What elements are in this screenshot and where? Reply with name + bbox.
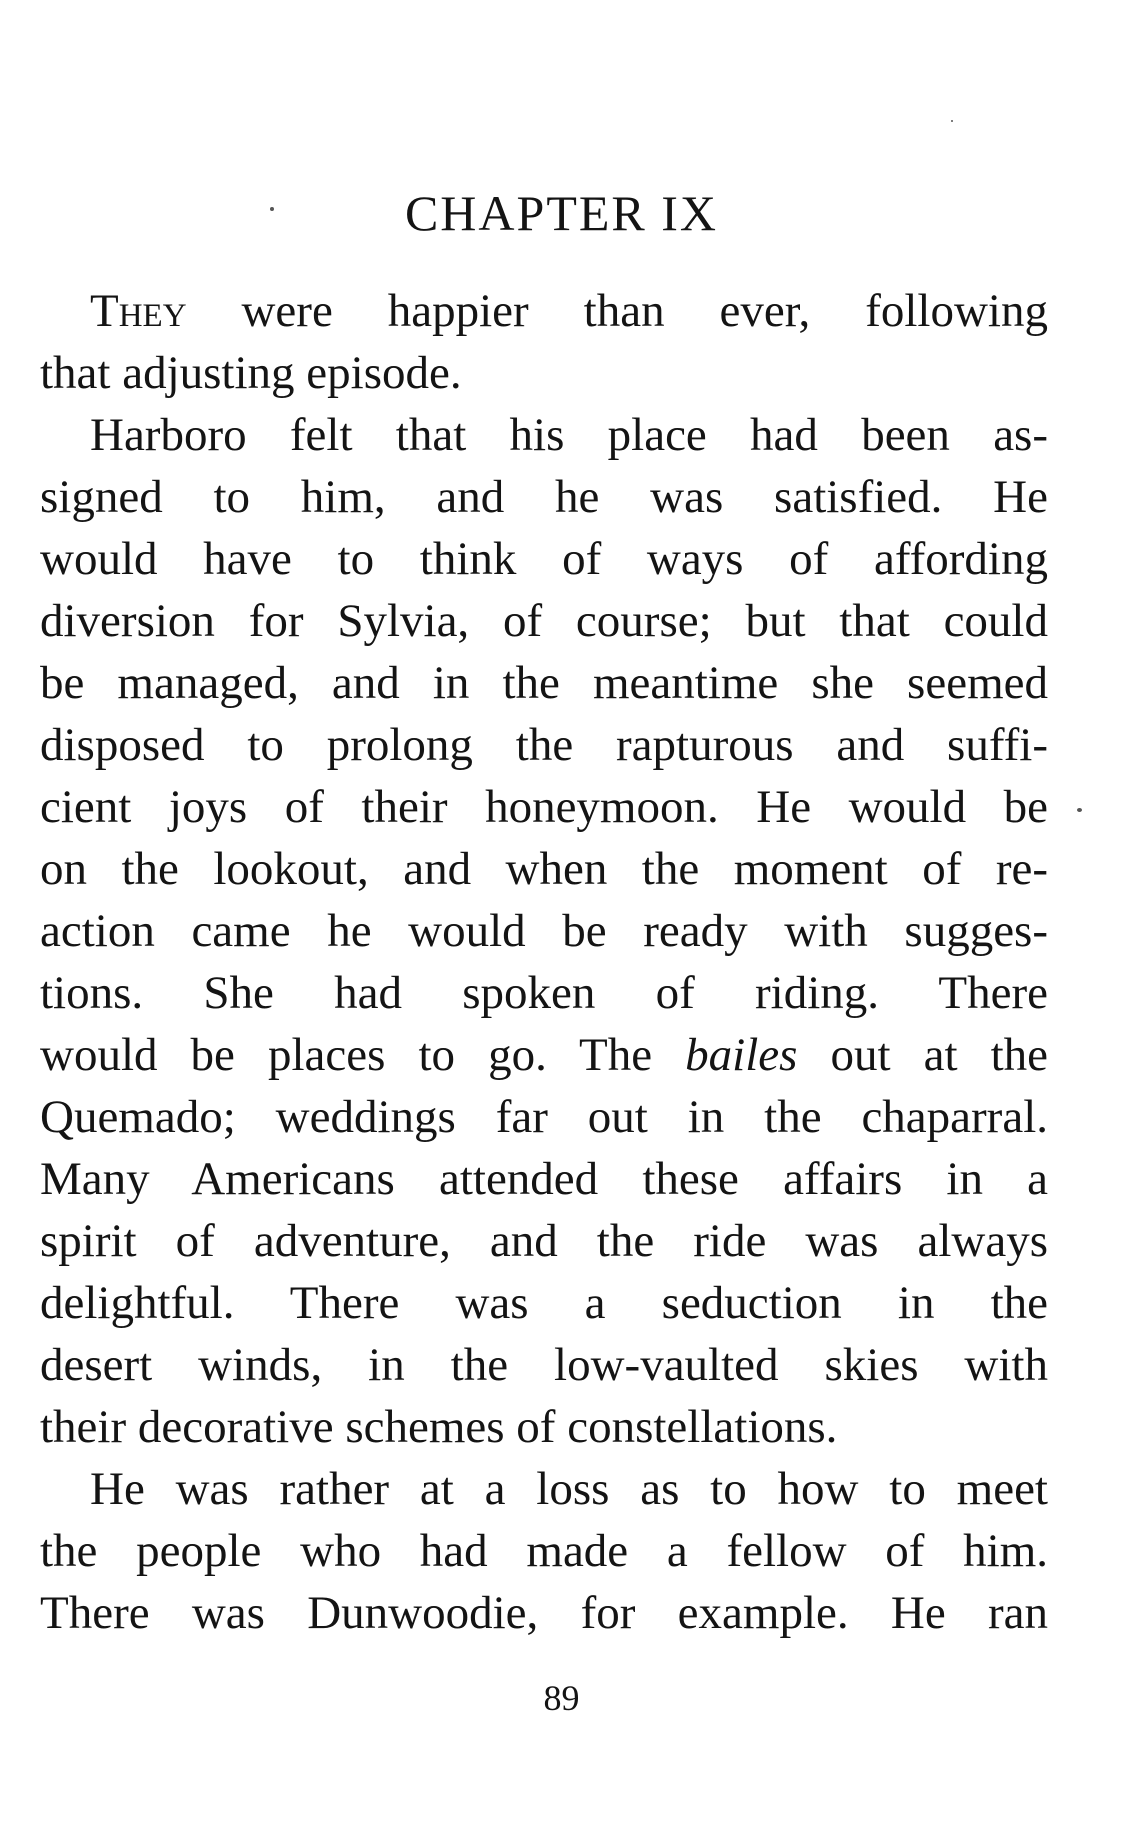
- text-line: that adjusting episode.: [40, 347, 462, 399]
- text-line: [40, 280, 1048, 342]
- text-line: signed to him, and he was satisfied. He: [40, 471, 1048, 523]
- text-line: diversion for Sylvia, of course; but that could: [40, 595, 1048, 647]
- italic-word: bailes: [685, 1029, 798, 1081]
- text-line: Quemado; weddings far out in the chaparral.: [40, 1091, 1048, 1143]
- text-line: Harboro felt that his place had been as-: [90, 409, 1048, 461]
- text-line: disposed to prolong the rapturous and suffi-: [40, 719, 1048, 771]
- text-line: be managed, and in the meantime she seemed: [40, 657, 1048, 709]
- text-line: their decorative schemes of constellations.: [40, 1401, 838, 1453]
- text-line: spirit of adventure, and the ride was always: [40, 1215, 1048, 1267]
- scan-speck: [1077, 808, 1082, 812]
- text-line: He was rather at a loss as to how to meet: [90, 1463, 1048, 1515]
- text-line: [40, 1024, 1048, 1086]
- text-line: action came he would be ready with sugges-: [40, 905, 1048, 957]
- text-line: on the lookout, and when the moment of re-: [40, 843, 1048, 895]
- page-number: 89: [543, 1678, 580, 1718]
- scan-speck: [270, 207, 274, 211]
- lead-word: They: [90, 285, 187, 337]
- text-line: desert winds, in the low-vaulted skies with: [40, 1339, 1048, 1391]
- body-text: [40, 280, 1048, 1644]
- text-line: the people who had made a fellow of him.: [40, 1525, 1048, 1577]
- line-text: would be places to go. The: [40, 1029, 686, 1081]
- text-line: There was Dunwoodie, for example. He ran: [40, 1587, 1048, 1639]
- chapter-title: CHAPTER IX: [404, 185, 719, 241]
- text-line: Many Americans attended these affairs in a: [40, 1153, 1048, 1205]
- text-line: cient joys of their honeymoon. He would be: [40, 781, 1048, 833]
- text-line: tions. She had spoken of riding. There: [40, 967, 1048, 1019]
- scan-speck: [951, 120, 953, 122]
- line-text: were happier than ever, following: [186, 285, 1048, 337]
- line-text: out at the: [797, 1029, 1048, 1081]
- text-line: delightful. There was a seduction in the: [40, 1277, 1048, 1329]
- text-line: would have to think of ways of affording: [40, 533, 1048, 585]
